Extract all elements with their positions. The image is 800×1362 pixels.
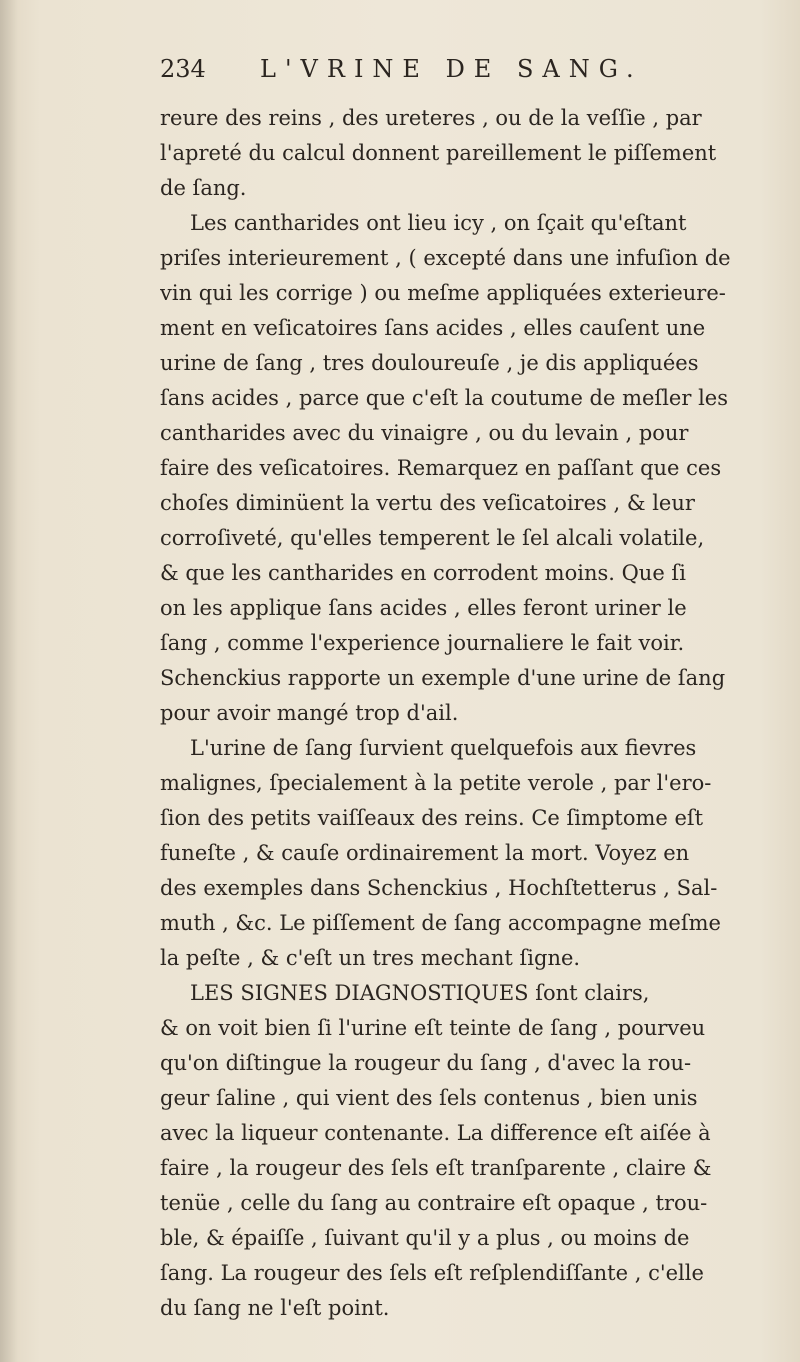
text-line: & que les cantharides en corrodent moins. Que ſi (160, 561, 686, 585)
page-text-block (160, 55, 760, 1326)
text-line: on les applique ſans acides , elles feront uriner le (160, 596, 687, 620)
page-gutter-shadow (0, 0, 18, 1362)
text-line: muth , &c. Le piſſement de ſang accompagne meſme (160, 911, 721, 935)
text-line: ſion des petits vaiſſeaux des reins. Ce ſimptome eſt (160, 806, 704, 830)
text-line: corroſiveté, qu'elles temperent le ſel alcali volatile, (160, 526, 705, 550)
text-line: malignes, ſpecialement à la petite verole , par l'ero- (160, 771, 712, 795)
text-line: des exemples dans Schenckius , Hochſtetterus , Sal- (160, 876, 718, 900)
text-line: priſes interieurement , ( excepté dans une infuſion de (160, 246, 731, 270)
text-line: pour avoir mangé trop d'ail. (160, 701, 459, 725)
text-line: vin qui les corrige ) ou meſme appliquées exterieure- (160, 281, 726, 305)
text-line: ble, & épaiſſe , ſuivant qu'il y a plus , ou moins de (160, 1226, 690, 1250)
text-line: ſang. La rougeur des ſels eſt reſplendiſſante , c'elle (160, 1261, 704, 1285)
text-line: faire , la rougeur des ſels eſt tranſparente , claire & (160, 1156, 712, 1180)
text-line: urine de ſang , tres douloureuſe , je dis appliquées (160, 351, 699, 375)
text-line: choſes diminüent la vertu des veſicatoires , & leur (160, 491, 695, 515)
text-line: tenüe , celle du ſang au contraire eſt opaque , trou- (160, 1191, 708, 1215)
text-line: avec la liqueur contenante. La difference eſt aiſée à (160, 1121, 711, 1145)
text-line: du ſang ne l'eſt point. (160, 1296, 390, 1320)
body-text (160, 101, 760, 1326)
text-line: funeſte , & cauſe ordinairement la mort. Voyez en (160, 841, 690, 865)
text-line: ment en veſicatoires ſans acides , elles cauſent une (160, 316, 706, 340)
text-line: l'apreté du calcul donnent pareillement le piſſement (160, 141, 717, 165)
text-line: Les cantharides ont lieu icy , on ſçait qu'eſtant (190, 211, 687, 235)
text-line: & on voit bien ſi l'urine eſt teinte de ſang , pourveu (160, 1016, 706, 1040)
text-line: faire des veſicatoires. Remarquez en paſſant que ces (160, 456, 722, 480)
text-line: de ſang. (160, 176, 247, 200)
text-line: geur ſaline , qui vient des ſels contenus , bien unis (160, 1086, 698, 1110)
text-line: L'urine de ſang ſurvient quelquefois aux fievres (190, 736, 697, 760)
page-number: 234 (160, 55, 206, 83)
text-line: LES SIGNES DIAGNOSTIQUES ſont clairs, (190, 981, 650, 1005)
text-line: la peſte , & c'eſt un tres mechant ſigne. (160, 946, 581, 970)
page-header (160, 55, 760, 101)
text-line: ſans acides , parce que c'eſt la coutume de meſler les (160, 386, 728, 410)
text-line: Schenckius rapporte un exemple d'une urine de ſang (160, 666, 726, 690)
text-line: cantharides avec du vinaigre , ou du levain , pour (160, 421, 689, 445)
text-line: reure des reins , des ureteres , ou de la veſſie , par (160, 106, 702, 130)
text-line: qu'on diſtingue la rougeur du ſang , d'avec la rou- (160, 1051, 692, 1075)
text-line: ſang , comme l'experience journaliere le fait voir. (160, 631, 685, 655)
running-title: L'VRINE DE SANG. (260, 55, 643, 83)
